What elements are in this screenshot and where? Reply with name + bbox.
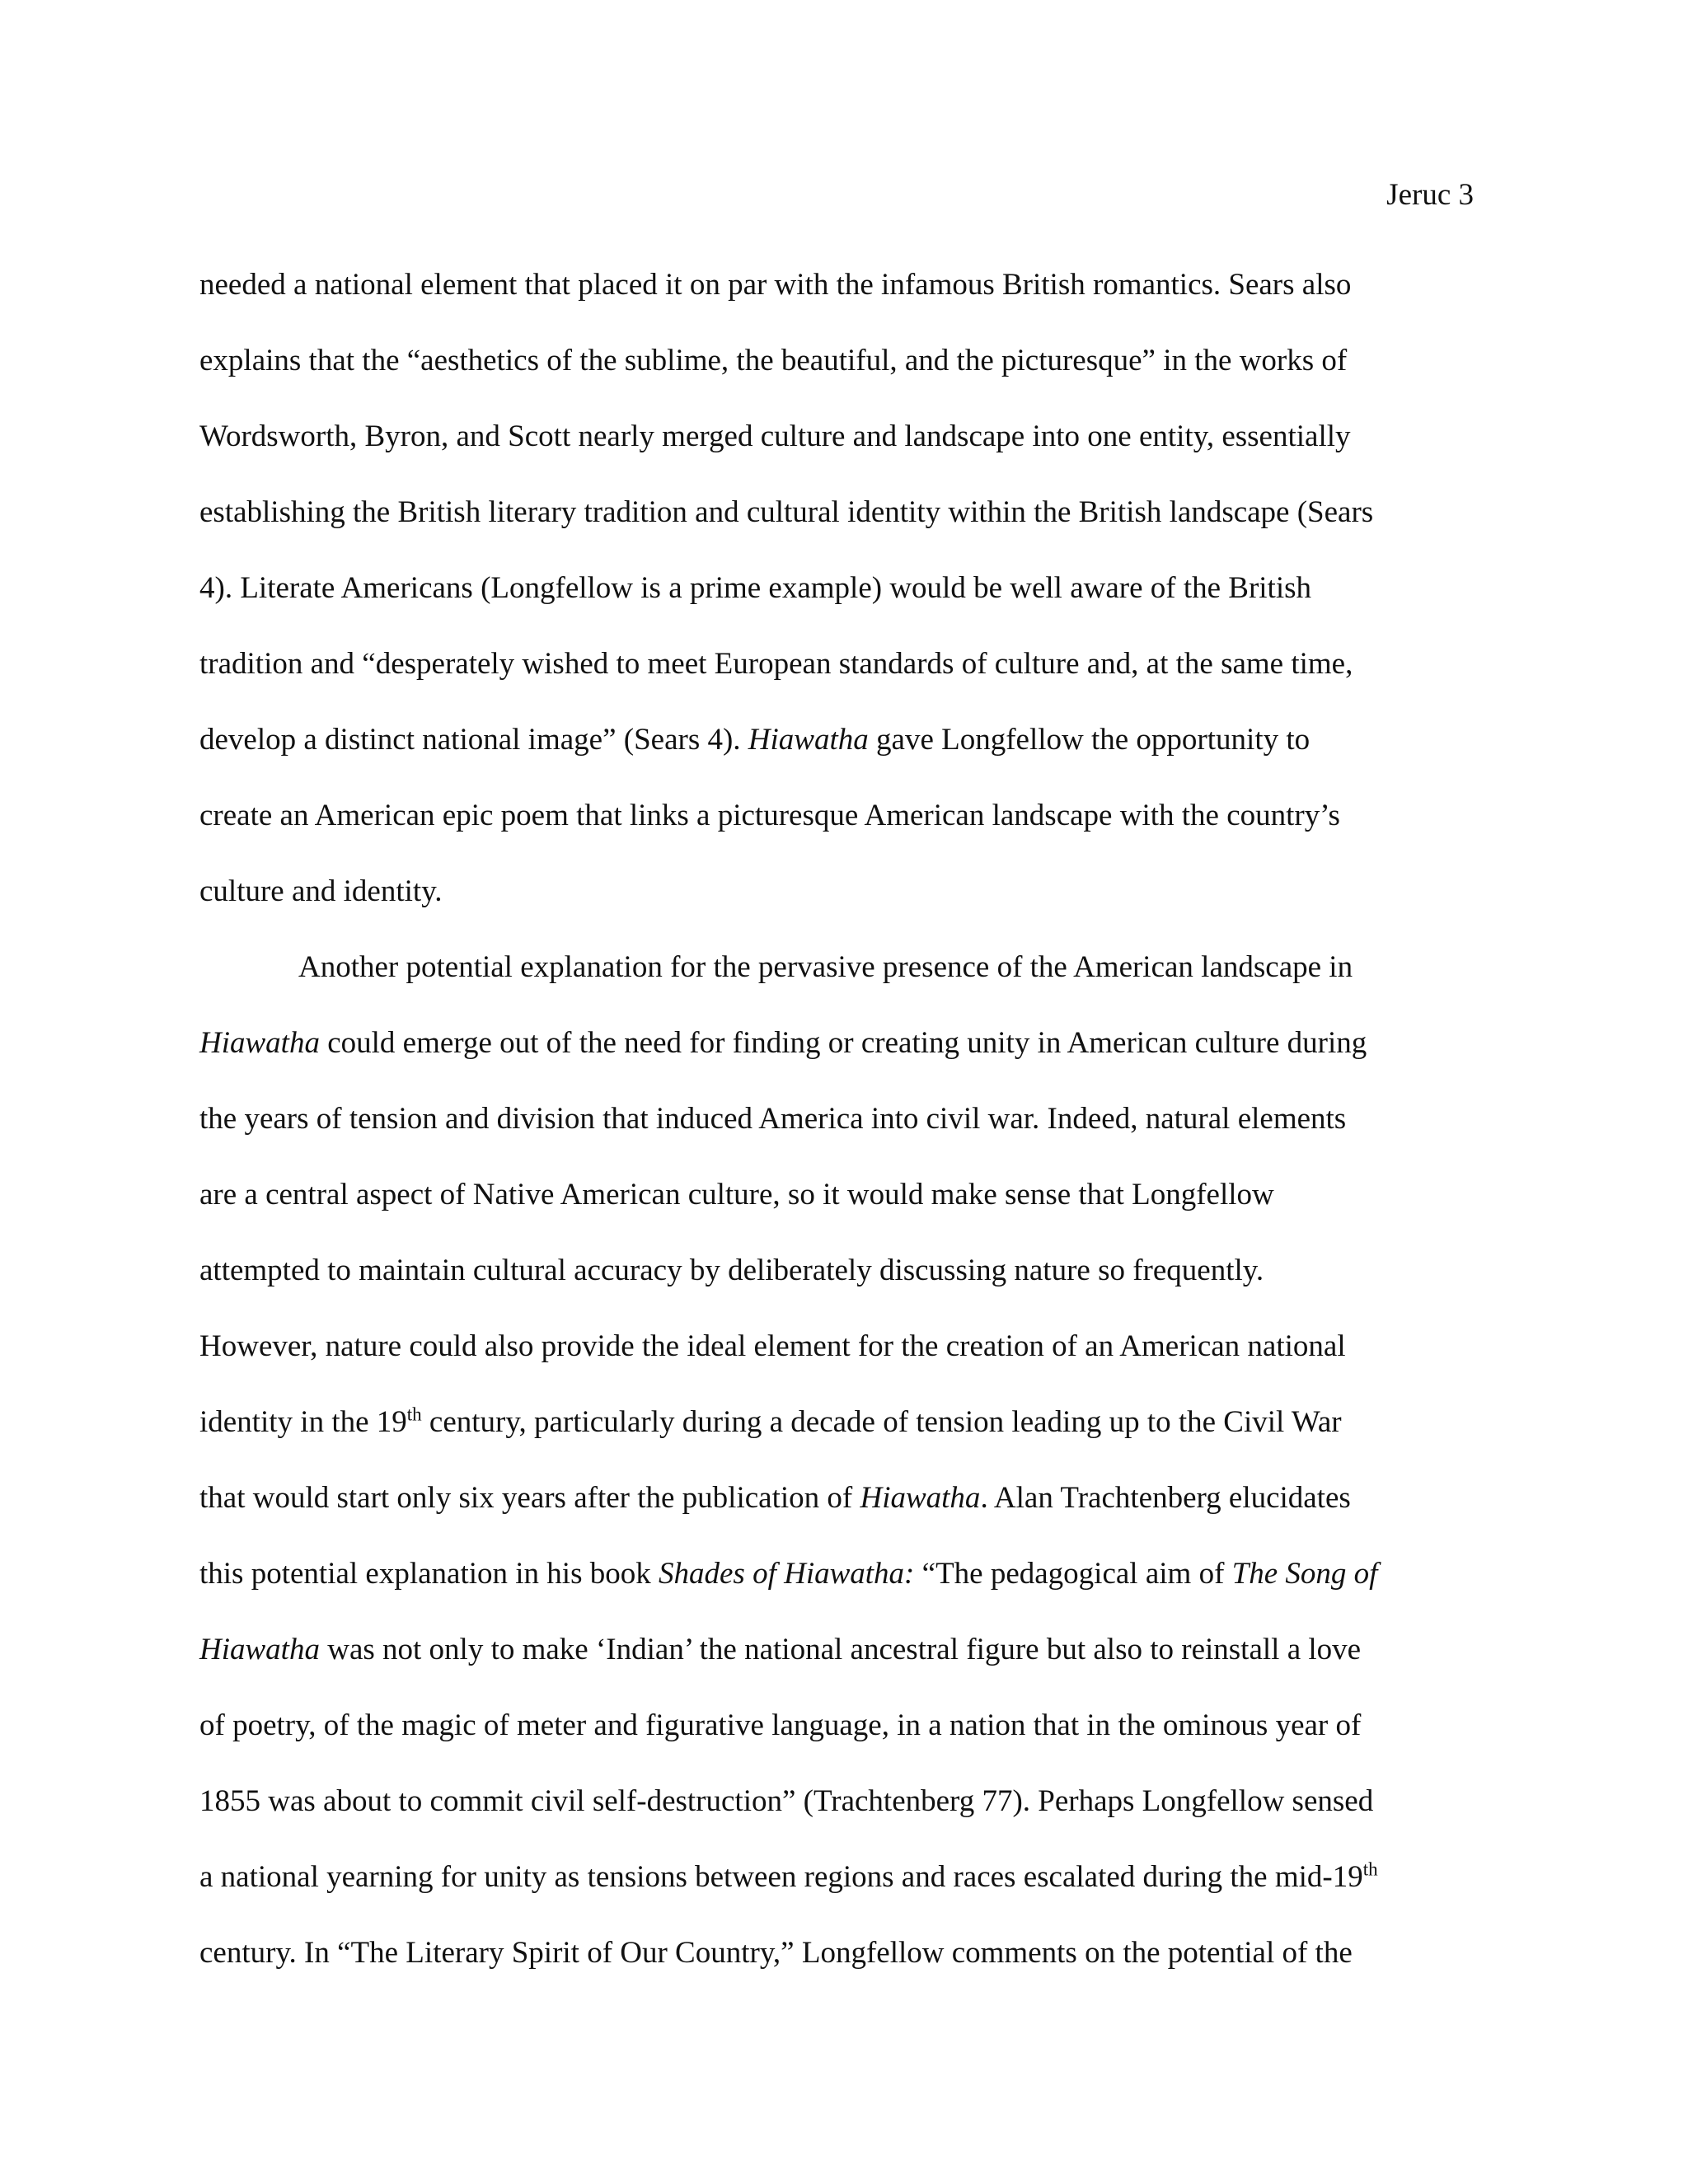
paragraph-first-line: Another potential explanation for the pervasive presence of the American landscape in xyxy=(298,950,1353,984)
text-line: tradition and “desperately wished to meet European standards of culture and, at the same time, xyxy=(199,647,1353,681)
text-line: are a central aspect of Native American culture, so it would make sense that Longfellow xyxy=(199,1178,1274,1212)
italic-title: Hiawatha xyxy=(860,1481,981,1515)
text-line: 1855 was about to commit civil self-destruction” (Trachtenberg 77). Perhaps Longfellow sensed xyxy=(199,1784,1374,1818)
text-line: needed a national element that placed it on par with the infamous British romantics. Sears also xyxy=(199,268,1352,302)
text-line: However, nature could also provide the ideal element for the creation of an American national xyxy=(199,1329,1346,1363)
superscript: th xyxy=(1362,1858,1378,1880)
text-line: the years of tension and division that induced America into civil war. Indeed, natural elements xyxy=(199,1102,1347,1136)
text-line: a national yearning for unity as tensions between regions and races escalated during the mid-19th xyxy=(199,1858,1378,1894)
text-line: explains that the “aesthetics of the sublime, the beautiful, and the picturesque” in the works of xyxy=(199,344,1348,377)
italic-title: The Song of xyxy=(1231,1557,1378,1591)
text-line: attempted to maintain cultural accuracy by deliberately discussing nature so frequently. xyxy=(199,1254,1264,1287)
text-line: Hiawatha could emerge out of the need for finding or creating unity in American culture during xyxy=(199,1026,1367,1060)
italic-title: Shades of Hiawatha: xyxy=(659,1557,915,1591)
text-line: establishing the British literary tradition and cultural identity within the British landscape (Sears xyxy=(199,495,1374,529)
text-line: 4). Literate Americans (Longfellow is a prime example) would be well aware of the British xyxy=(199,571,1312,605)
text-line: Hiawatha was not only to make ‘Indian’ the national ancestral figure but also to reinstall a love xyxy=(199,1633,1362,1666)
text-line: Wordsworth, Byron, and Scott nearly merged culture and landscape into one entity, essentially xyxy=(199,419,1351,453)
text-line: century. In “The Literary Spirit of Our Country,” Longfellow comments on the potential of the xyxy=(199,1936,1353,1970)
text-line: culture and identity. xyxy=(199,874,443,908)
text-line: of poetry, of the magic of meter and figurative language, in a nation that in the ominous year of xyxy=(199,1708,1362,1742)
body-text xyxy=(199,247,1485,1991)
italic-title: Hiawatha xyxy=(199,1633,320,1666)
text-line: that would start only six years after the publication of Hiawatha. Alan Trachtenberg elucidates xyxy=(199,1481,1351,1515)
text-line: develop a distinct national image” (Sears 4). Hiawatha gave Longfellow the opportunity to xyxy=(199,723,1311,757)
italic-title: Hiawatha xyxy=(748,723,869,757)
superscript: th xyxy=(406,1404,422,1425)
text-line: this potential explanation in his book Shades of Hiawatha: “The pedagogical aim of The Song of xyxy=(199,1557,1378,1591)
text-line: create an American epic poem that links a picturesque American landscape with the country’s xyxy=(199,799,1340,832)
running-head: Jeruc 3 xyxy=(1386,178,1474,212)
text-line: identity in the 19th century, particularly during a decade of tension leading up to the Civil War xyxy=(199,1404,1342,1439)
italic-title: Hiawatha xyxy=(199,1026,320,1060)
